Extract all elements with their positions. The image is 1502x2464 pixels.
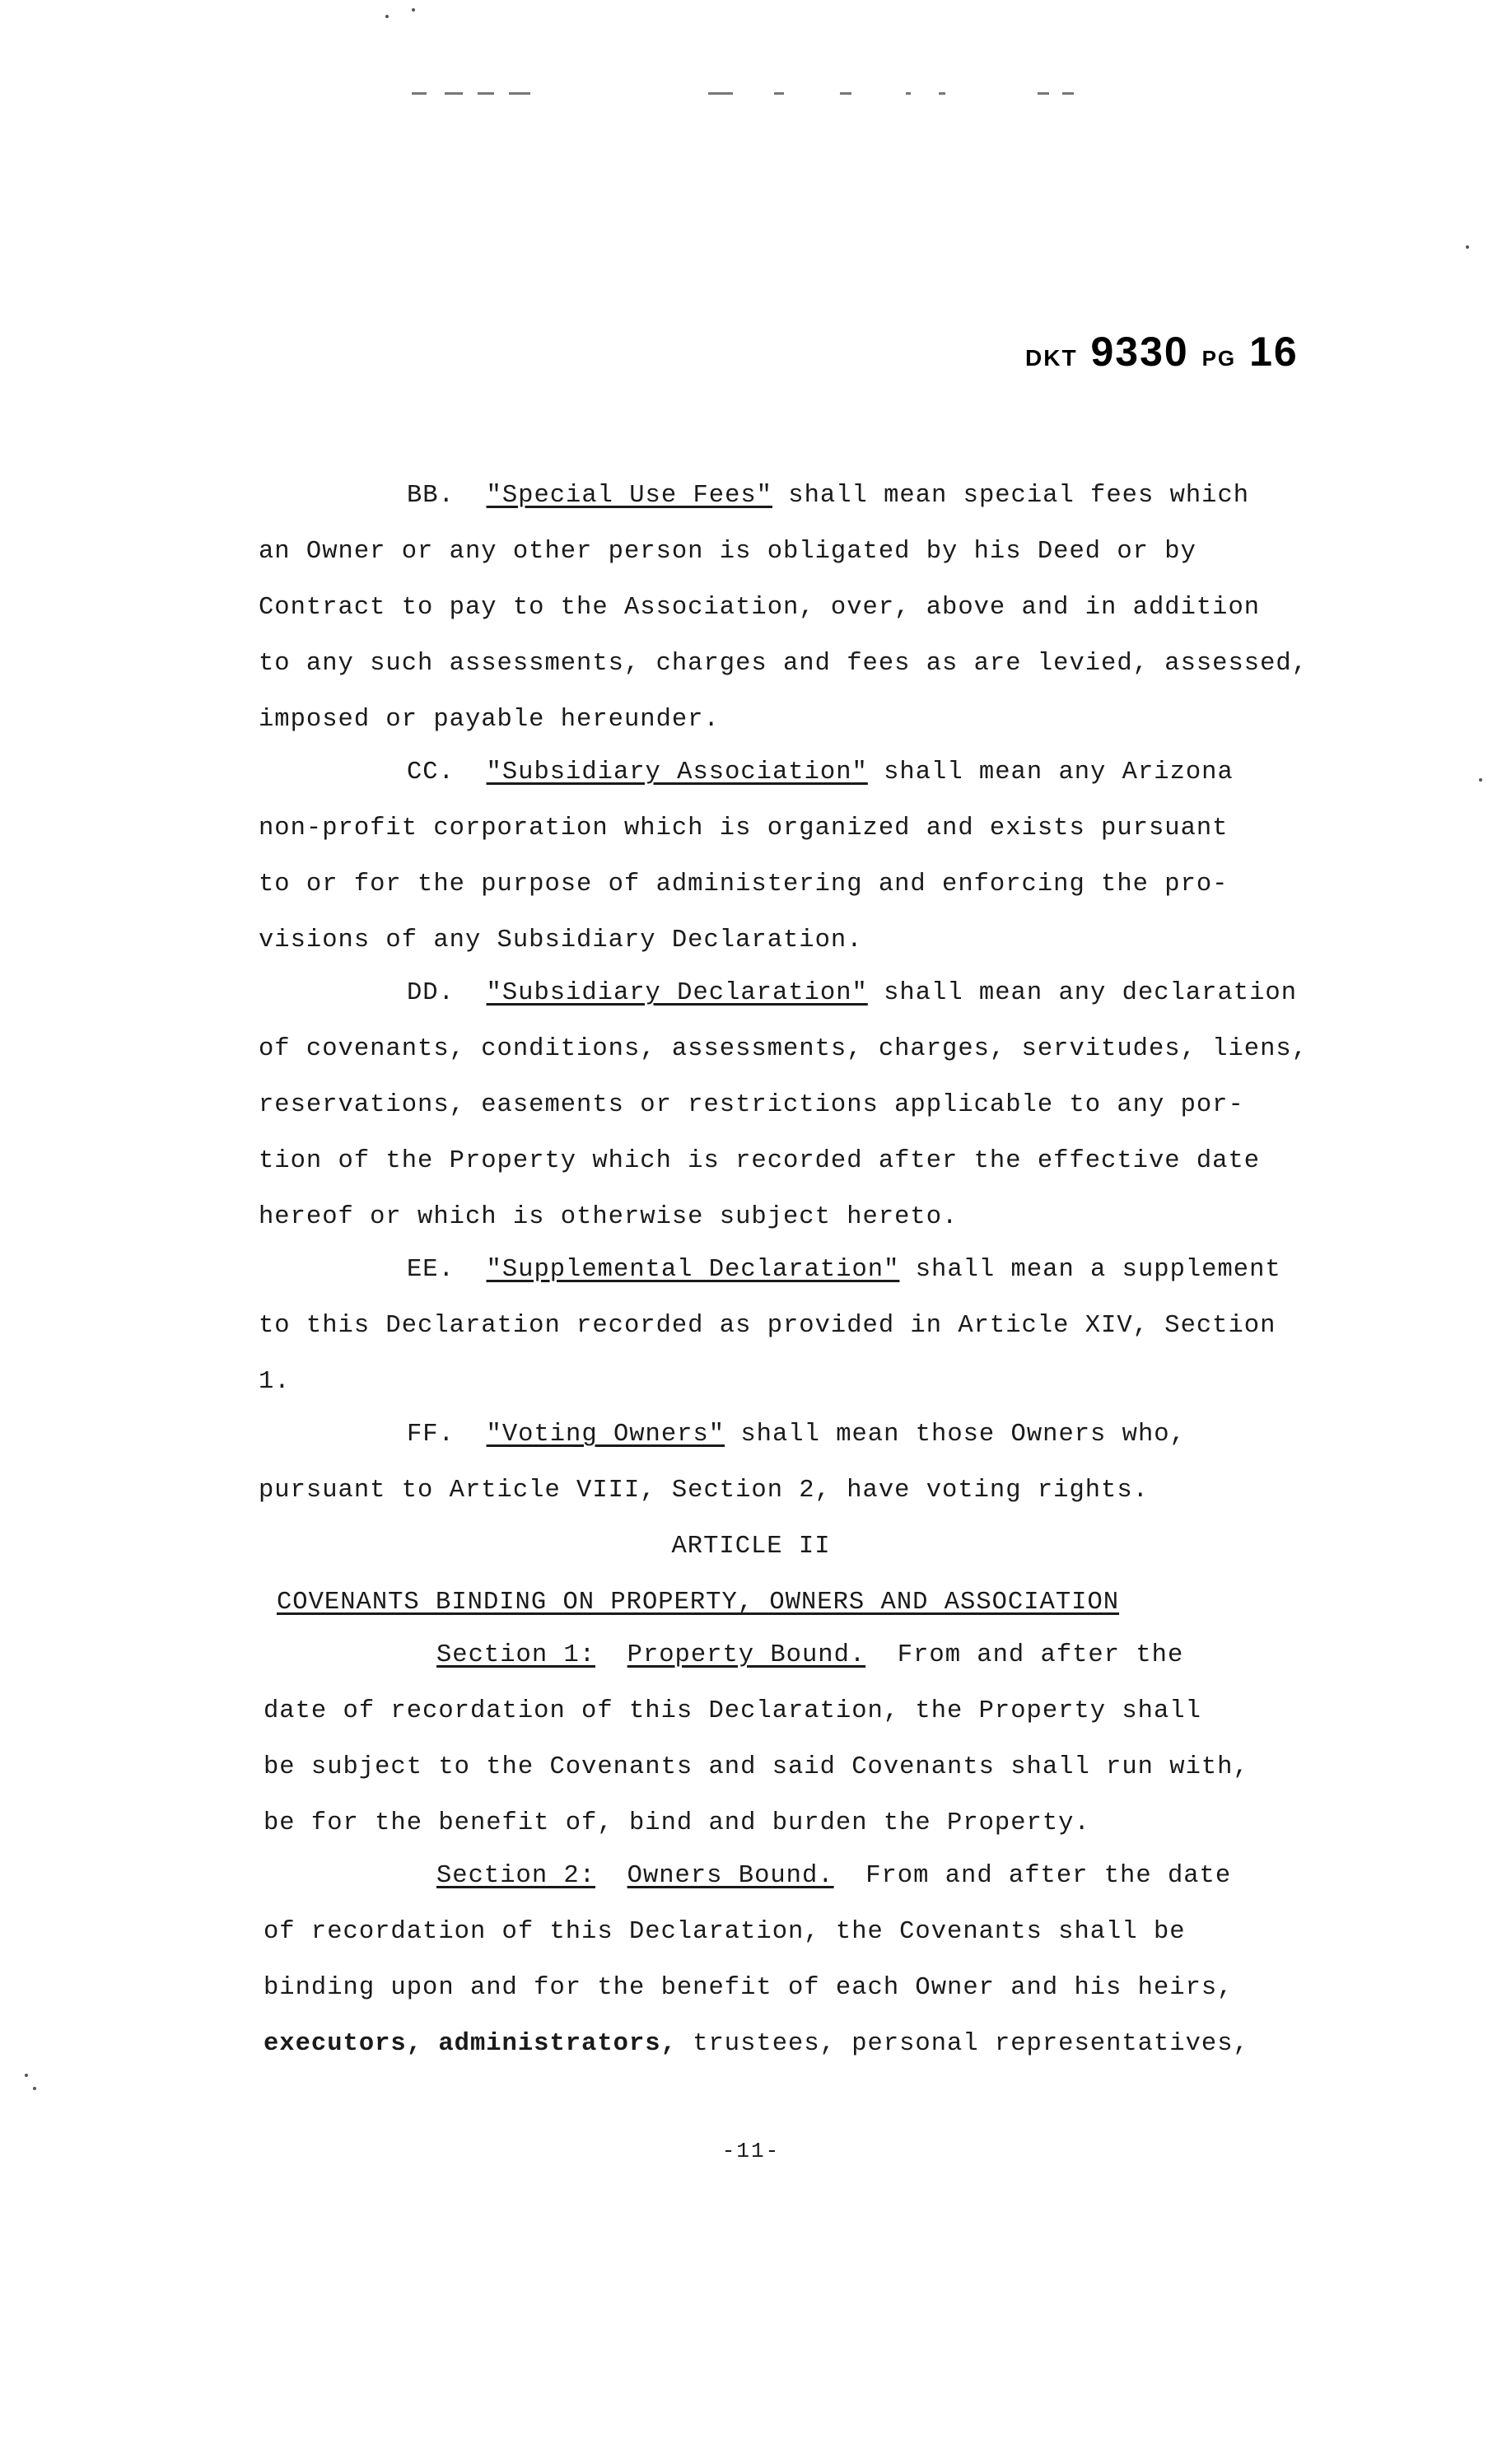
section-1-line-2: date of recordation of this Declaration, the Property shall (264, 1697, 1201, 1725)
definition-label: EE. (407, 1256, 455, 1284)
definition-dd-line-2: of covenants, conditions, assessments, charges, servitudes, liens, (259, 1035, 1308, 1063)
section-2-line-3: binding upon and for the benefit of each Owner and his heirs, (264, 1974, 1234, 2002)
defined-term: "Supplemental Declaration" (486, 1256, 900, 1284)
definition-ee-line-3: 1. (259, 1368, 291, 1396)
defined-term: "Subsidiary Declaration" (486, 979, 868, 1007)
scan-speck (1479, 778, 1482, 782)
scan-speck (25, 2074, 28, 2077)
section-1-line-4: be for the benefit of, bind and burden the Property. (264, 1809, 1090, 1837)
defined-term: "Subsidiary Association" (486, 758, 868, 786)
definition-text: shall mean any Arizona (867, 758, 1234, 786)
definition-bb-line-3: Contract to pay to the Association, over, above and in addition (259, 594, 1261, 622)
definition-bb-line-2: an Owner or any other person is obligated by his Deed or by (259, 538, 1196, 566)
section-2-line-4 (264, 2028, 1249, 2060)
section-text: From and after the (865, 1641, 1184, 1669)
defined-term: "Voting Owners" (486, 1421, 725, 1449)
definition-text: shall mean a supplement (899, 1256, 1281, 1284)
definition-ee-line-1 (407, 1253, 1281, 1286)
definition-cc-line-4: visions of any Subsidiary Declaration. (259, 926, 863, 954)
definition-cc-line-1 (407, 756, 1234, 789)
definition-dd-line-3: reservations, easements or restrictions applicable to any por- (259, 1091, 1244, 1119)
definition-ff-line-1 (407, 1418, 1186, 1451)
definition-ff-line-2: pursuant to Article VIII, Section 2, have voting rights. (259, 1477, 1149, 1505)
scan-speck (1466, 245, 1469, 249)
section-2-line-1 (436, 1860, 1231, 1892)
section-text: From and after the date (833, 1862, 1232, 1890)
defined-term: "Special Use Fees" (486, 482, 772, 510)
definition-bb-line-5: imposed or payable hereunder. (259, 706, 720, 734)
scan-speck (385, 15, 389, 18)
definition-cc-line-2: non-profit corporation which is organized and exists pursuant (259, 814, 1229, 842)
section-text-bold: executors, administrators, (264, 2030, 677, 2058)
definition-label: CC. (407, 758, 455, 786)
definition-text: shall mean special fees which (772, 482, 1250, 510)
section-label: Section 2: (436, 1862, 596, 1890)
definition-label: DD. (407, 979, 455, 1007)
definition-dd-line-1 (407, 977, 1297, 1010)
section-title: Owners Bound. (627, 1862, 834, 1890)
definition-dd-line-5: hereof or which is otherwise subject hereto. (259, 1203, 959, 1231)
definition-text: shall mean any declaration (867, 979, 1297, 1007)
definition-label: FF. (407, 1421, 455, 1449)
definition-ee-line-2: to this Declaration recorded as provided in Article XIV, Section (259, 1312, 1276, 1340)
definition-bb-line-4: to any such assessments, charges and fees as are levied, assessed, (259, 650, 1308, 678)
docket-page-stamp (1025, 328, 1322, 377)
scan-speck (33, 2087, 36, 2090)
definition-cc-line-3: to or for the purpose of administering and enforcing the pro- (259, 870, 1229, 898)
definition-bb-line-1 (407, 479, 1249, 512)
section-1-line-1 (436, 1639, 1183, 1672)
section-title: Property Bound. (627, 1641, 866, 1669)
definition-dd-line-4: tion of the Property which is recorded after the effective date (259, 1147, 1261, 1175)
page-prefix: PG (1201, 346, 1237, 371)
scan-artifact-dashes (412, 92, 1071, 97)
scan-speck (412, 8, 415, 12)
docket-prefix: DKT (1025, 345, 1078, 371)
section-2-line-2: of recordation of this Declaration, the Covenants shall be (264, 1918, 1186, 1946)
page-stamp-number: 16 (1249, 329, 1299, 375)
section-label: Section 1: (436, 1641, 596, 1669)
definition-text: shall mean those Owners who, (725, 1421, 1186, 1449)
docket-number: 9330 (1090, 329, 1189, 375)
section-1-line-3: be subject to the Covenants and said Covenants shall run with, (264, 1753, 1249, 1781)
page-number: -11- (721, 2139, 781, 2163)
definition-label: BB. (407, 482, 455, 510)
article-heading: ARTICLE II (671, 1533, 831, 1561)
section-text: trustees, personal representatives, (676, 2030, 1249, 2058)
article-title: COVENANTS BINDING ON PROPERTY, OWNERS AND ASSOCIATION (277, 1589, 1120, 1617)
